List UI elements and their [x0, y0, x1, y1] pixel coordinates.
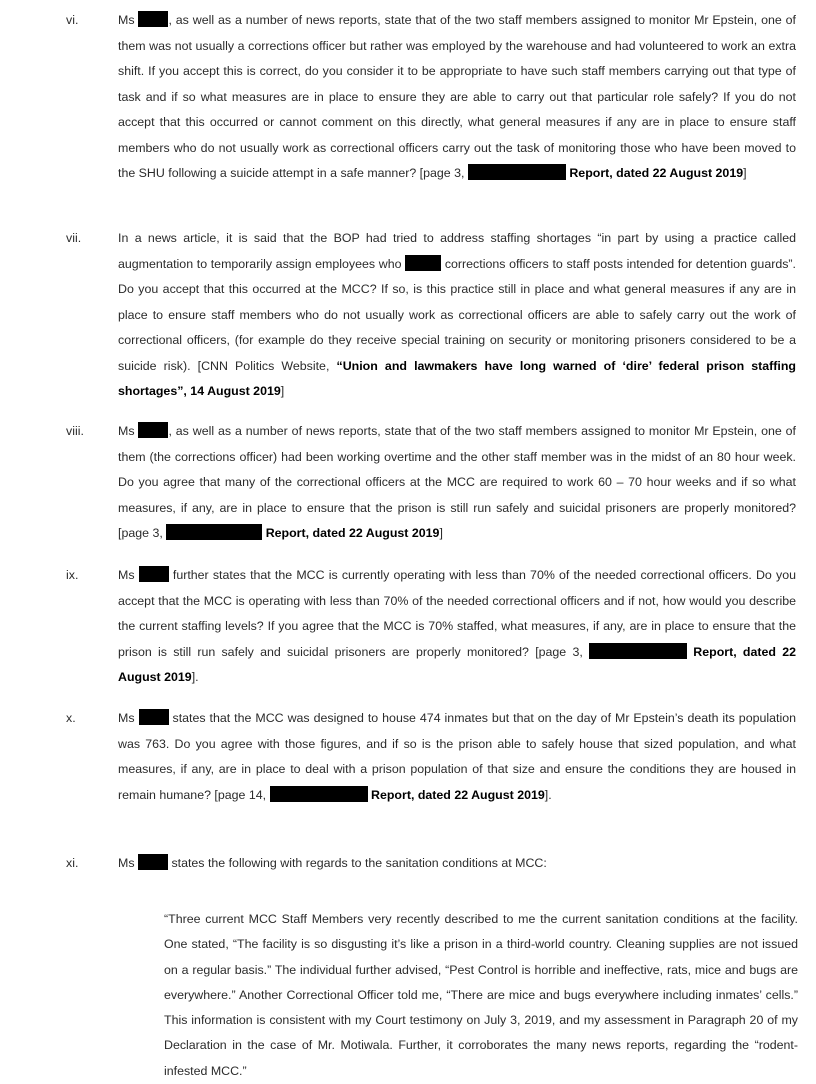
- text-segment: ].: [191, 670, 199, 684]
- paragraph-text: [118, 563, 796, 691]
- text-segment: states that the MCC was designed to house 474 inmates but that on the day of Mr Epstein’s death its population was 763. Do you agree with those figures, and if so is the prison able to safely house that sized population, and what measures, if any, are in place to deal with a prison population of that size and ensure the conditions they are housed in remain humane? [page 14,: [118, 711, 796, 802]
- redaction-block: [166, 524, 262, 540]
- paragraph-number: vii.: [66, 231, 82, 245]
- text-segment: , as well as a number of news reports, state that of the two staff members assigned to monitor Mr Epstein, one of them was not usually a corrections officer but rather was employed by the warehouse and had volunteered to work an extra shift. If you accept this is correct, do you consider it to be appropriate to have such staff members carrying out that type of task and if so what measures are in place to ensure they are able to carry out that particular role safely? If you do not accept that this occurred or cannot comment on this directly, what general measures if any are in place to ensure staff members who do not usually work as correctional officers carry out the task of monitoring those who have been moved to the SHU following a suicide attempt in a safe manner? [page 3,: [118, 13, 796, 180]
- text-segment: corrections officers to staff posts intended for detention guards”. Do you accept that this occurred at the MCC? If so, is this practice still in place and what general measures if any are in place to ensure staff members who do not usually work as correctional officers are able to safely carry out the work of correctional officers, (for example do they receive special training on security or monitoring prisoners considered to be a suicide risk). [CNN Politics Website,: [118, 256, 797, 373]
- text-segment: Ms: [118, 856, 135, 870]
- text-segment: Ms: [118, 13, 135, 27]
- redaction-block: [139, 709, 169, 725]
- text-segment: In a news article, it is said that the BOP had tried to address staffing shortages “in part by using a practice called augmentation to temporarily assign employees who: [118, 231, 796, 271]
- citation-bold: Report, dated 22 August 2019: [118, 644, 796, 684]
- redaction-block: [139, 566, 169, 582]
- text-segment: ]: [743, 166, 747, 180]
- paragraph-number: xi.: [66, 856, 79, 870]
- text-segment: Ms: [118, 711, 135, 725]
- paragraph-number: viii.: [66, 424, 84, 438]
- redaction-block: [138, 422, 168, 438]
- text-segment: ]: [280, 384, 285, 398]
- paragraph-number: vi.: [66, 13, 79, 27]
- block-quote: “Three current MCC Staff Members very recently described to me the current sanitation conditions at the facility. One stated, “The facility is so disgusting it’s like a prison in a third-world country. Cleaning supplies are not issued on a regular basis.” The individual further advised, “Pest Control is horrible and ineffective, rats, mice and bugs are everywhere.” Another Correctional Officer told me, “There are mice and bugs everywhere including inmates’ cells.” This information is consistent with my Court testimony on July 3, 2019, and my assessment in Paragraph 20 of my Declaration in the case of Mr. Motiwala. Further, it corroborates the many news reports, regarding the “rodent-infested MCC.”: [164, 912, 798, 1078]
- text-segment: Ms: [118, 568, 135, 582]
- text-segment: Ms: [118, 424, 135, 438]
- text-segment: further states that the MCC is currently operating with less than 70% of the needed correctional officers. Do you accept that the MCC is operating with less than 70% of the needed correctional officers and if not, how would you describe the current staffing levels? If you agree that the MCC is 70% staffed, what measures, if any, are in place to ensure that the prison is still run safely and suicidal prisoners are properly monitored? [page 3,: [118, 568, 796, 659]
- redaction-block: [138, 854, 168, 870]
- paragraph-text: [118, 226, 796, 405]
- paragraph-number: ix.: [66, 568, 79, 582]
- redaction-block: [405, 255, 441, 271]
- paragraph-number: x.: [66, 711, 76, 725]
- redaction-block: [138, 11, 168, 27]
- text-segment: ]: [439, 526, 443, 540]
- paragraph-text: [118, 706, 796, 808]
- citation-bold: Report, dated 22 August 2019: [569, 166, 744, 180]
- redaction-block: [468, 164, 566, 180]
- text-segment: , as well as a number of news reports, state that of the two staff members assigned to monitor Mr Epstein, one of them (the corrections officer) had been working overtime and the other staff member was in the midst of an 80 hour week. Do you agree that many of the correctional officers at the MCC are required to work 60 – 70 hour weeks and if so what measures, if any, are in place to ensure that the prison is still run safely and suicidal prisoners are properly monitored? [page 3,: [118, 424, 796, 540]
- citation-bold: Report, dated 22 August 2019: [371, 787, 545, 802]
- citation-bold: Report, dated 22 August 2019: [265, 526, 440, 540]
- paragraph-text: [118, 419, 796, 547]
- citation-bold: “Union and lawmakers have long warned of ‘dire’ federal prison staffing shortages”, 14 August 2019: [118, 358, 796, 398]
- redaction-block: [270, 786, 368, 802]
- redaction-block: [589, 643, 687, 659]
- paragraph-text: [118, 851, 796, 877]
- paragraph-text: [118, 8, 796, 187]
- text-segment: states the following with regards to the sanitation conditions at MCC:: [171, 856, 547, 870]
- text-segment: ].: [544, 787, 552, 802]
